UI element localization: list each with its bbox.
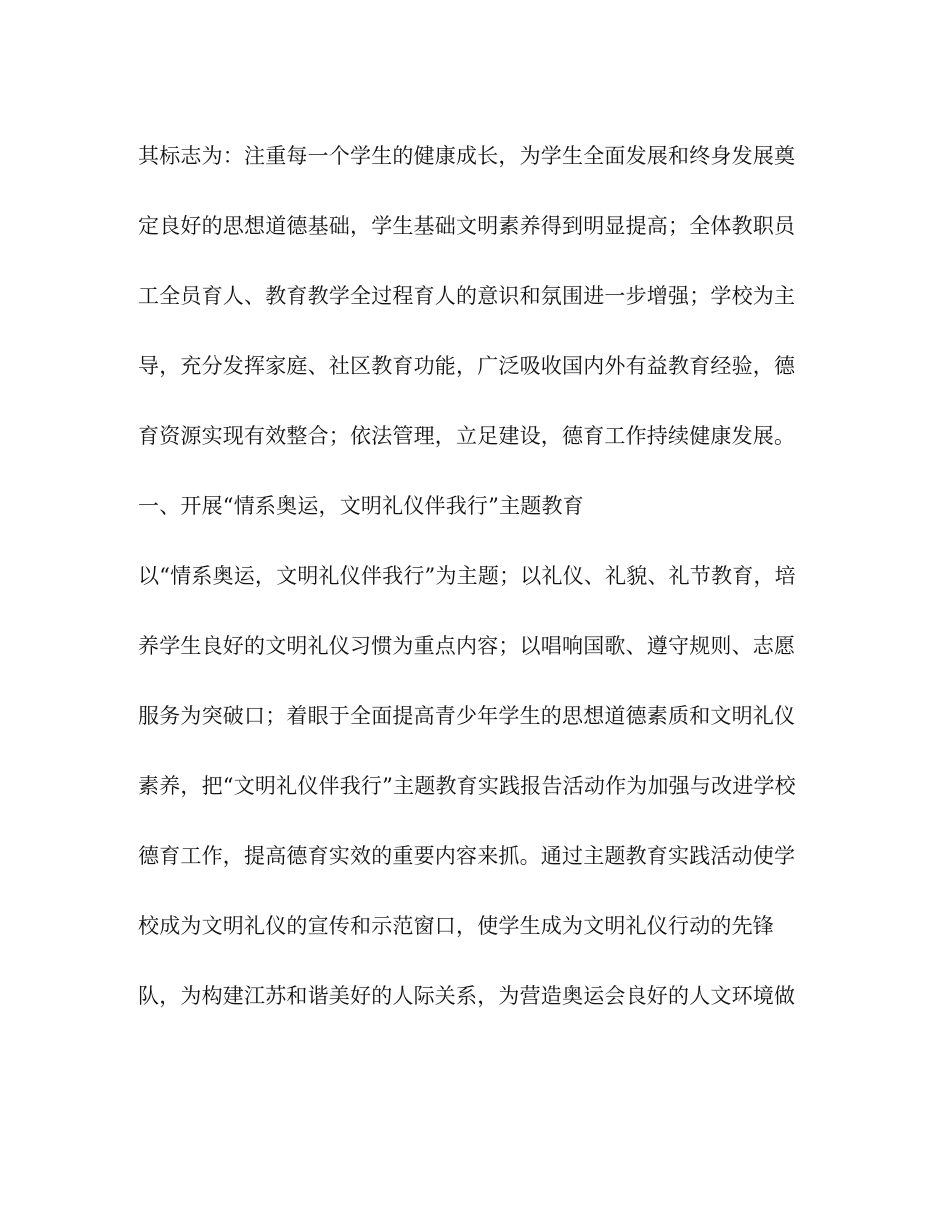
text-line: 定良好的思想道德基础，学生基础文明素养得到明显提高；全体教职员 (138, 214, 796, 238)
text-line: 工全员育人、教育教学全过程育人的意识和氛围进一步增强；学校为主 (138, 284, 796, 308)
section-heading: 一、开展“情系奥运，文明礼仪伴我行”主题教育 (138, 494, 584, 518)
text-line: 其标志为：注重每一个学生的健康成长，为学生全面发展和终身发展奠 (138, 144, 796, 168)
text-line: 以“情系奥运，文明礼仪伴我行”为主题；以礼仪、礼貌、礼节教育，培 (138, 564, 796, 588)
text-line: 德育工作，提高德育实效的重要内容来抓。通过主题教育实践活动使学 (138, 844, 796, 868)
text-line: 素养，把“文明礼仪伴我行”主题教育实践报告活动作为加强与改进学校 (138, 774, 796, 798)
text-line: 队，为构建江苏和谐美好的人际关系，为营造奥运会良好的人文环境做 (138, 984, 796, 1008)
text-line: 校成为文明礼仪的宣传和示范窗口，使学生成为文明礼仪行动的先锋 (138, 914, 774, 938)
text-line: 育资源实现有效整合；依法管理，立足建设，德育工作持续健康发展。 (138, 424, 796, 448)
text-line: 导，充分发挥家庭、社区教育功能，广泛吸收国内外有益教育经验，德 (138, 354, 796, 378)
text-line: 养学生良好的文明礼仪习惯为重点内容；以唱响国歌、遵守规则、志愿 (138, 634, 796, 658)
text-line: 服务为突破口；着眼于全面提高青少年学生的思想道德素质和文明礼仪 (138, 704, 796, 728)
